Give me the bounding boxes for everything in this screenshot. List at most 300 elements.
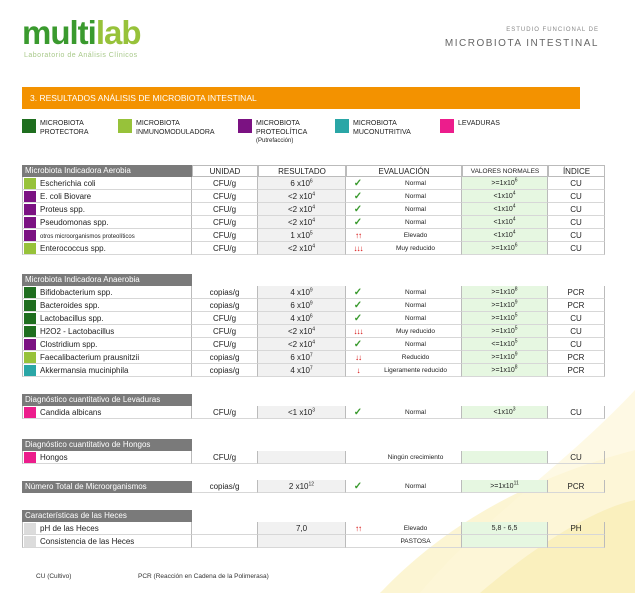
evaluation	[370, 203, 462, 216]
text: CFU/g	[212, 205, 237, 214]
text: Normal	[405, 315, 426, 322]
index	[548, 451, 605, 464]
text: >=1x10	[491, 328, 515, 335]
text: ✓	[353, 313, 363, 324]
text: Pseudomonas spp.	[40, 218, 109, 227]
text: <1x10	[493, 232, 513, 239]
table-row	[22, 522, 192, 535]
normal-range	[462, 364, 548, 377]
text: Normal	[405, 219, 426, 226]
section-header	[22, 274, 192, 286]
exponent: 8	[514, 364, 518, 371]
text: Reducido	[401, 354, 430, 361]
exponent: 6	[514, 177, 518, 184]
legend-swatch	[335, 119, 349, 133]
text: CFU/g	[212, 231, 237, 240]
text: ↓↓	[355, 353, 361, 362]
text: x10	[293, 482, 309, 491]
text: PROTECTORA	[40, 128, 89, 136]
category-swatch	[24, 313, 36, 324]
text: H2O2 - Lactobacillus	[40, 327, 115, 336]
category-swatch	[24, 243, 36, 254]
index	[548, 338, 605, 351]
table-row	[22, 406, 192, 419]
text: 6	[290, 301, 295, 310]
table-row	[22, 216, 192, 229]
text: MICROBIOTA	[353, 120, 397, 127]
legend-swatch	[118, 119, 132, 133]
column-header-resultado	[258, 165, 346, 177]
result-value	[258, 451, 346, 464]
text: <2	[287, 327, 298, 336]
normal-range	[462, 242, 548, 255]
result-value	[258, 216, 346, 229]
exponent: 12	[308, 481, 315, 488]
table-row	[22, 190, 192, 203]
text: <1x10	[493, 206, 513, 213]
category-swatch	[24, 300, 36, 311]
text: PCR	[567, 482, 585, 491]
category-swatch	[24, 523, 36, 534]
table-row	[22, 364, 192, 377]
category-swatch	[24, 365, 36, 376]
text: ✓	[353, 191, 363, 202]
text: CFU/g	[212, 192, 237, 201]
text: PROTEOLÍTICA	[256, 128, 308, 136]
normal-range	[462, 338, 548, 351]
section-header	[22, 165, 192, 177]
index	[548, 203, 605, 216]
result-value	[258, 522, 346, 535]
text: Candida albicans	[40, 408, 102, 417]
category-swatch	[24, 326, 36, 337]
evaluation	[370, 229, 462, 242]
evaluation	[370, 216, 462, 229]
text: CU	[570, 327, 582, 336]
category-swatch	[24, 230, 36, 241]
text: x10	[297, 218, 313, 227]
normal-range	[462, 216, 548, 229]
text: <1x10	[493, 409, 513, 416]
exponent: 4	[312, 326, 316, 333]
text: copias/g	[209, 366, 240, 375]
normal-range	[462, 451, 548, 464]
section-header	[22, 439, 192, 451]
text: Consistencia de las Heces	[40, 537, 135, 546]
evaluation	[370, 338, 462, 351]
category-swatch	[24, 191, 36, 202]
text: Normal	[405, 302, 426, 309]
text: E. coli Biovare	[40, 192, 92, 201]
text: MICROBIOTA	[256, 120, 300, 127]
text: copias/g	[209, 301, 240, 310]
text: x10	[294, 179, 310, 188]
text: CU	[570, 408, 582, 417]
result-value	[258, 229, 346, 242]
text: ✓	[353, 178, 363, 189]
check-icon	[346, 480, 370, 493]
evaluation	[370, 364, 462, 377]
evaluation	[370, 286, 462, 299]
text: CU	[570, 179, 582, 188]
legend-label	[458, 120, 500, 129]
evaluation	[370, 242, 462, 255]
text: ✓	[353, 407, 363, 418]
result-value	[258, 286, 346, 299]
exponent: 4	[512, 203, 516, 210]
table-row	[22, 229, 192, 242]
text: copias/g	[209, 288, 240, 297]
unit	[192, 190, 258, 203]
unit	[192, 177, 258, 190]
text: Enterococcus spp.	[40, 244, 106, 253]
index	[548, 242, 605, 255]
text: Proteus spp.	[40, 205, 85, 214]
table-row	[22, 299, 192, 312]
text: Normal	[405, 193, 426, 200]
section-header	[22, 481, 192, 493]
exponent: 11	[513, 480, 519, 487]
text: 6	[290, 179, 295, 188]
text: x10	[294, 314, 310, 323]
text: 2	[288, 482, 294, 491]
text: 6	[290, 353, 295, 362]
exponent: 8	[514, 286, 518, 293]
text: <2	[287, 218, 298, 227]
empty-indicator	[346, 451, 370, 464]
text: x10	[294, 288, 310, 297]
text: Hongos	[40, 453, 68, 462]
check-icon	[346, 406, 370, 419]
category-swatch	[24, 339, 36, 350]
text: CFU/g	[212, 218, 237, 227]
text: MICROBIOTA	[40, 120, 84, 127]
table-row	[22, 325, 192, 338]
evaluation	[370, 351, 462, 364]
text: copias/g	[209, 353, 240, 362]
exponent: 4	[312, 339, 316, 346]
index	[548, 216, 605, 229]
unit	[192, 299, 258, 312]
category-swatch	[24, 407, 36, 418]
text: VALORES NORMALES	[470, 168, 540, 175]
unit	[192, 522, 258, 535]
category-swatch	[24, 352, 36, 363]
unit	[192, 229, 258, 242]
arrow-indicator	[346, 242, 370, 255]
index	[548, 522, 605, 535]
text: CU	[570, 205, 582, 214]
text: CU	[570, 244, 582, 253]
index	[548, 406, 605, 419]
text: 4	[290, 288, 295, 297]
text: >=1x10	[491, 245, 515, 252]
text: 7,0	[295, 524, 308, 533]
check-icon	[346, 190, 370, 203]
exponent: 6	[514, 242, 518, 249]
text: 4	[290, 366, 295, 375]
exponent: 6	[309, 178, 313, 185]
text: CU	[570, 340, 582, 349]
text: ↓↓↓	[353, 244, 363, 253]
text: x10	[294, 353, 310, 362]
text: Microbiota Indicadora Aerobia	[25, 166, 131, 175]
text: <=1x10	[491, 341, 515, 348]
unit	[192, 242, 258, 255]
arrow-indicator	[346, 522, 370, 535]
text: PASTOSA	[400, 538, 431, 545]
table-row	[22, 351, 192, 364]
check-icon	[346, 216, 370, 229]
text: Lactobacillus spp.	[40, 314, 104, 323]
text: CFU/g	[212, 314, 237, 323]
legend-label	[353, 120, 411, 137]
evaluation	[370, 190, 462, 203]
text: otros microorganismos proteolíticos	[40, 234, 135, 240]
text: ✓	[353, 287, 363, 298]
exponent: 3	[312, 407, 316, 414]
normal-range	[462, 522, 548, 535]
exponent: 4	[512, 190, 516, 197]
exponent: 9	[514, 299, 518, 306]
unit	[192, 312, 258, 325]
legend-swatch	[440, 119, 454, 133]
exponent: 4	[512, 216, 516, 223]
exponent: 7	[309, 365, 313, 372]
text: <2	[287, 192, 298, 201]
text: pH de las Heces	[40, 524, 99, 533]
normal-range	[462, 190, 548, 203]
unit	[192, 406, 258, 419]
evaluation	[370, 312, 462, 325]
unit	[192, 351, 258, 364]
footnote-pcr: PCR (Reacción en Cadena de la Polimerasa)	[138, 573, 269, 580]
unit	[192, 480, 258, 493]
result-value	[258, 190, 346, 203]
table-row	[22, 286, 192, 299]
text: CFU/g	[212, 327, 237, 336]
text: ÍNDICE	[562, 167, 591, 176]
index	[548, 299, 605, 312]
normal-range	[462, 312, 548, 325]
text: <2	[287, 244, 298, 253]
exponent: 6	[309, 313, 313, 320]
text: PH	[570, 524, 582, 533]
text: Clostridium spp.	[40, 340, 98, 349]
text: <1x10	[493, 193, 513, 200]
text: CFU/g	[212, 408, 237, 417]
table-row	[22, 451, 192, 464]
text: Muy reducido	[395, 245, 436, 252]
text: <1	[287, 408, 298, 417]
text: <1x10	[493, 219, 513, 226]
empty-indicator	[346, 535, 370, 548]
text: PCR	[567, 366, 585, 375]
column-header-evaluacion	[346, 165, 462, 177]
text: Ningún crecimiento	[387, 454, 444, 461]
footnote-cu: CU (Cultivo)	[36, 573, 72, 580]
text: CU	[570, 192, 582, 201]
arrow-indicator	[346, 229, 370, 242]
text: ✓	[353, 481, 363, 492]
text: CFU/g	[212, 340, 237, 349]
normal-range	[462, 177, 548, 190]
text: >=1x10	[491, 289, 515, 296]
arrow-indicator	[346, 351, 370, 364]
text: UNIDAD	[209, 167, 241, 176]
text: PCR	[567, 288, 585, 297]
text: Ligeramente reducido	[384, 367, 447, 374]
text: EVALUACIÓN	[378, 167, 430, 176]
text: x10	[297, 340, 313, 349]
text: ✓	[353, 204, 363, 215]
text: Akkermansia muciniphila	[40, 366, 129, 375]
text: (Putrefacción)	[256, 138, 294, 144]
category-swatch	[24, 287, 36, 298]
text: copias/g	[209, 482, 240, 491]
category-swatch	[24, 217, 36, 228]
category-swatch	[24, 178, 36, 189]
category-swatch	[24, 452, 36, 463]
text: Elevado	[403, 525, 428, 532]
category-swatch	[24, 536, 36, 547]
text: ↓↓↓	[353, 327, 363, 336]
text: x10	[297, 192, 313, 201]
text: >=1x10	[491, 367, 515, 374]
normal-range	[462, 203, 548, 216]
result-value	[258, 242, 346, 255]
text: CU	[570, 231, 582, 240]
arrow-indicator	[346, 364, 370, 377]
text: Normal	[405, 289, 426, 296]
exponent: 9	[309, 287, 313, 294]
legend-swatch	[22, 119, 36, 133]
table-row	[22, 177, 192, 190]
exponent: 7	[309, 352, 313, 359]
evaluation	[370, 406, 462, 419]
index	[548, 229, 605, 242]
text: Normal	[405, 341, 426, 348]
text: Normal	[405, 206, 426, 213]
text: CFU/g	[212, 453, 237, 462]
normal-range	[462, 406, 548, 419]
unit	[192, 338, 258, 351]
normal-range	[462, 325, 548, 338]
logo-subtitle: Laboratorio de Análisis Clínicos	[24, 52, 138, 59]
normal-range	[462, 299, 548, 312]
table-row	[22, 535, 192, 548]
unit	[192, 216, 258, 229]
exponent: 4	[312, 217, 316, 224]
text: ↑↑	[355, 231, 361, 240]
table-row	[22, 312, 192, 325]
text: INMUNOMODULADORA	[136, 128, 215, 136]
section-header	[22, 510, 192, 522]
check-icon	[346, 203, 370, 216]
text: x10	[294, 231, 310, 240]
text: Normal	[405, 180, 426, 187]
table-row	[22, 242, 192, 255]
text: PCR	[567, 353, 585, 362]
index	[548, 190, 605, 203]
text: CU	[570, 314, 582, 323]
check-icon	[346, 312, 370, 325]
normal-range	[462, 480, 548, 493]
unit	[192, 325, 258, 338]
exponent: 5	[514, 338, 518, 345]
unit	[192, 364, 258, 377]
text: 4	[290, 314, 295, 323]
study-subtitle: ESTUDIO FUNCIONAL DE	[506, 27, 599, 33]
text: ✓	[353, 217, 363, 228]
normal-range	[462, 535, 548, 548]
text: Bifidobacterium spp.	[40, 288, 113, 297]
text: Diagnóstico cuantitativo de Hongos	[25, 440, 151, 449]
normal-range	[462, 351, 548, 364]
exponent: 9	[309, 300, 313, 307]
normal-range	[462, 286, 548, 299]
unit	[192, 203, 258, 216]
section-banner: 3. RESULTADOS ANÁLISIS DE MICROBIOTA INTESTINAL	[22, 87, 580, 109]
index	[548, 177, 605, 190]
index	[548, 364, 605, 377]
unit	[192, 451, 258, 464]
text: RESULTADO	[278, 167, 326, 176]
exponent: 4	[312, 191, 316, 198]
column-header-valores	[462, 165, 548, 177]
text: Bacteroides spp.	[40, 301, 100, 310]
text: ↓	[356, 366, 360, 375]
text: 1	[290, 231, 295, 240]
unit	[192, 286, 258, 299]
index	[548, 480, 605, 493]
normal-range	[462, 229, 548, 242]
text: Características de las Heces	[25, 511, 127, 520]
column-header-unidad	[192, 165, 258, 177]
exponent: 4	[312, 204, 316, 211]
result-value	[258, 203, 346, 216]
exponent: 3	[512, 406, 516, 413]
text: Muy reducido	[395, 328, 436, 335]
result-value	[258, 312, 346, 325]
legend-label	[256, 120, 307, 146]
unit	[192, 535, 258, 548]
exponent: 5	[514, 325, 518, 332]
text: Microbiota Indicadora Anaerobia	[25, 275, 140, 284]
check-icon	[346, 299, 370, 312]
table-row	[22, 338, 192, 351]
section-header	[22, 394, 192, 406]
text: x10	[297, 327, 313, 336]
text: <2	[287, 340, 298, 349]
text: Número Total de Microorganismos	[25, 482, 147, 491]
text: x10	[294, 301, 310, 310]
text: MUCONUTRITIVA	[353, 128, 411, 136]
result-value	[258, 364, 346, 377]
text: Escherichia coli	[40, 179, 96, 188]
text: Normal	[405, 409, 426, 416]
text: >=1x10	[491, 315, 515, 322]
exponent: 4	[512, 229, 516, 236]
exponent: 4	[312, 243, 316, 250]
result-value	[258, 406, 346, 419]
exponent: 9	[514, 351, 518, 358]
result-value	[258, 177, 346, 190]
multilab-logo: multilab	[22, 14, 141, 51]
table-row	[22, 203, 192, 216]
exponent: 5	[309, 230, 313, 237]
text: >=1x10	[491, 354, 515, 361]
